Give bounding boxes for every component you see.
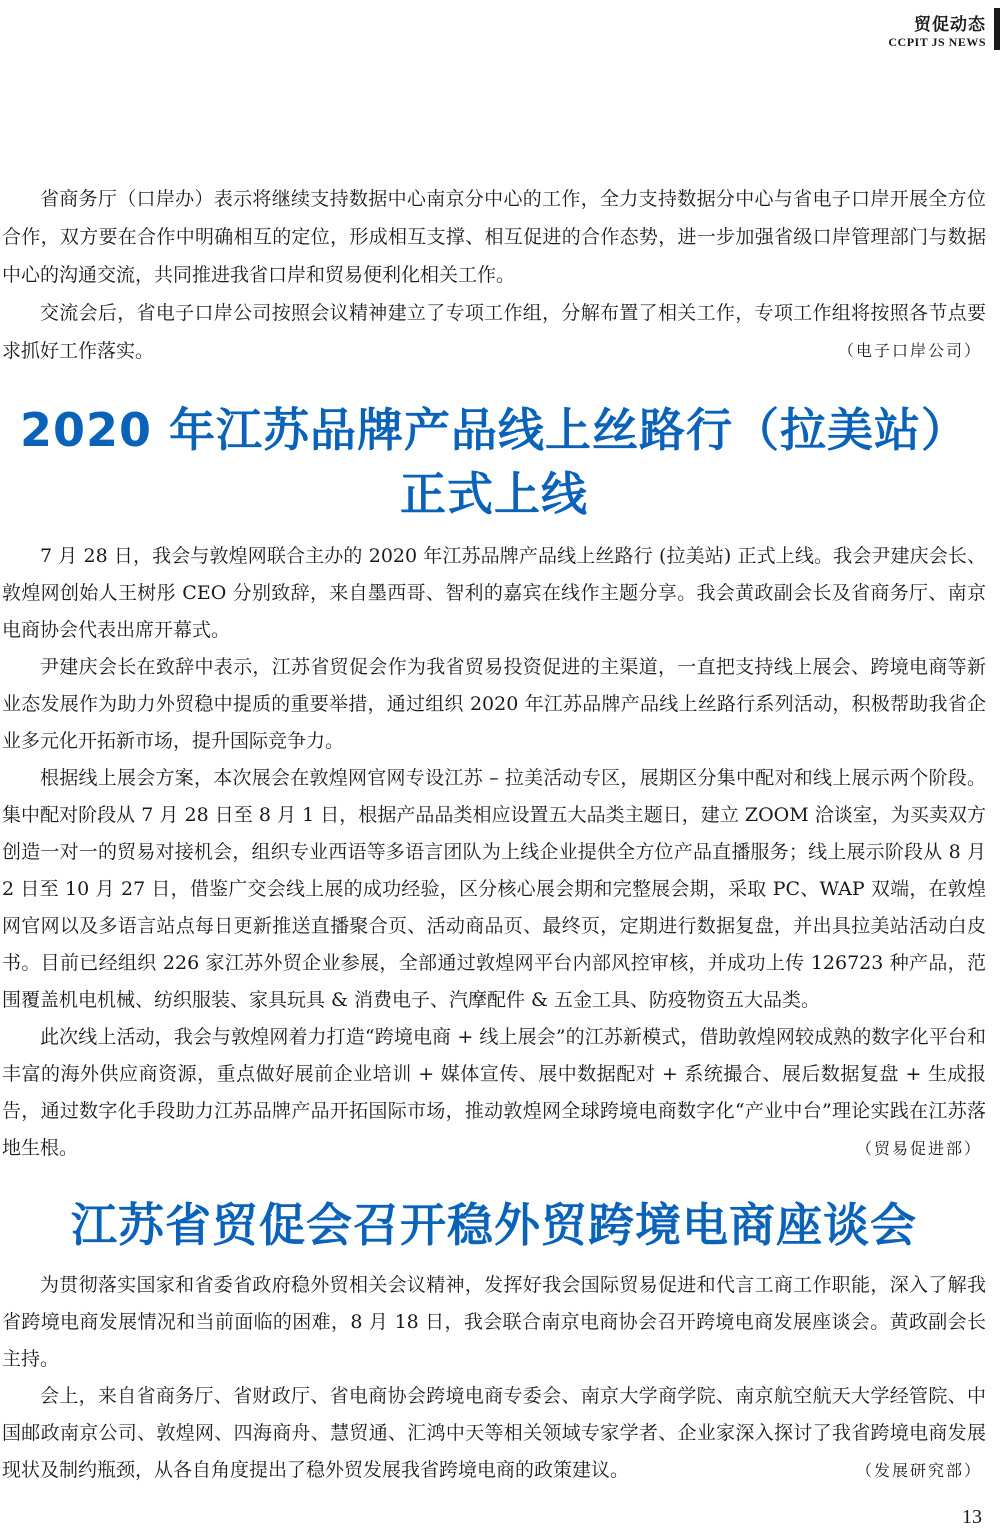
section-subtitle: CCPIT JS NEWS <box>888 35 986 49</box>
source-credit: （发展研究部） <box>855 1461 982 1480</box>
paragraph: 7 月 28 日，我会与敦煌网联合主办的 2020 年江苏品牌产品线上丝路行 (拉美站) 正式上线。我会尹建庆会长、敦煌网创始人王树彤 CEO 分别致辞，来自墨西哥、智利的嘉宾在线作主题分享。我会黄政副会长及省商务厅、南京电商协会代表出席开幕式。 <box>2 545 986 641</box>
article-title: 2020 年江苏品牌产品线上丝路行（拉美站）正式上线 <box>19 403 969 521</box>
continued-article <box>2 180 986 370</box>
page-content <box>2 180 986 1489</box>
page-number: 13 <box>962 1506 982 1528</box>
article-body <box>2 1267 986 1489</box>
paragraph: 根据线上展会方案，本次展会在敦煌网官网专设江苏 – 拉美活动专区，展期区分集中配对和线上展示两个阶段。集中配对阶段从 7 月 28 日至 8 月 1 日，根据产品品类相应设置五大品类主题日，建立 ZOOM 洽谈室，为买卖双方创造一对一的贸易对接机会，组织专业西语等多语言团队为上线企业提供全方位产品直播服务；线上展示阶段从 8 月 2 日至 10 月 27 日，借鉴广交会线上展的成功经验，区分核心展会期和完整展会期，采取 PC、WAP 双端，在敦煌网官网以及多语言站点每日更新推送直播聚合页、活动商品页、最终页，定期进行数据复盘，并出具拉美站活动白皮书。目前已经组织 226 家江苏外贸企业参展，全部通过敦煌网平台内部风控审核，并成功上传 126723 种产品，范围覆盖机电机械、纺织服装、家具玩具 & 消费电子、汽摩配件 & 五金工具、防疫物资五大品类。 <box>2 767 986 1011</box>
paragraph: 尹建庆会长在致辞中表示，江苏省贸促会作为我省贸易投资促进的主渠道，一直把支持线上展会、跨境电商等新业态发展作为助力外贸稳中提质的重要举措，通过组织 2020 年江苏品牌产品线上丝路行系列活动，积极帮助我省企业多元化开拓新市场，提升国际竞争力。 <box>2 656 986 752</box>
paragraph: 省商务厅（口岸办）表示将继续支持数据中心南京分中心的工作，全力支持数据分中心与省电子口岸开展全方位合作，双方要在合作中明确相互的定位，形成相互支撑、相互促进的合作态势，进一步加强省级口岸管理部门与数据中心的沟通交流，共同推进我省口岸和贸易便利化相关工作。 <box>2 188 986 286</box>
paragraph-text: 此次线上活动，我会与敦煌网着力打造“跨境电商 + 线上展会”的江苏新模式，借助敦煌网较成熟的数字化平台和丰富的海外供应商资源，重点做好展前企业培训 + 媒体宣传、展中数据配对 + 系统撮合、展后数据复盘 + 生成报告，通过数字化手段助力江苏品牌产品开拓国际市场，推动敦煌网全球跨境电商数字化“产业中台”理论实践在江苏落地生根。 <box>2 1026 986 1159</box>
header-bar <box>994 8 1000 50</box>
article-body <box>2 538 986 1167</box>
paragraph <box>2 1019 986 1167</box>
section-title: 贸促动态 <box>914 15 986 35</box>
source-credit: （贸易促进部） <box>855 1139 982 1158</box>
paragraph-text: 会上，来自省商务厅、省财政厅、省电商协会跨境电商专委会、南京大学商学院、南京航空航天大学经管院、中国邮政南京公司、敦煌网、四海商舟、慧贸通、汇鸿中天等相关领域专家学者、企业家深入探讨了我省跨境电商发展现状及制约瓶颈，从各自角度提出了稳外贸发展我省跨境电商的政策建议。 <box>2 1385 986 1481</box>
paragraph: 为贯彻落实国家和省委省政府稳外贸相关会议精神，发挥好我会国际贸易促进和代言工商工作职能，深入了解我省跨境电商发展情况和当前面临的困难，8 月 18 日，我会联合南京电商协会召开跨境电商发展座谈会。黄政副会长主持。 <box>2 1274 986 1370</box>
paragraph <box>2 1378 986 1489</box>
source-credit: （电子口岸公司） <box>837 341 982 360</box>
article-title: 江苏省贸促会召开稳外贸跨境电商座谈会 <box>71 1198 917 1252</box>
page-header <box>888 10 986 50</box>
paragraph-text: 交流会后，省电子口岸公司按照会议精神建立了专项工作组，分解布置了相关工作，专项工作组将按照各节点要求抓好工作落实。 <box>2 302 986 362</box>
paragraph <box>2 294 986 370</box>
